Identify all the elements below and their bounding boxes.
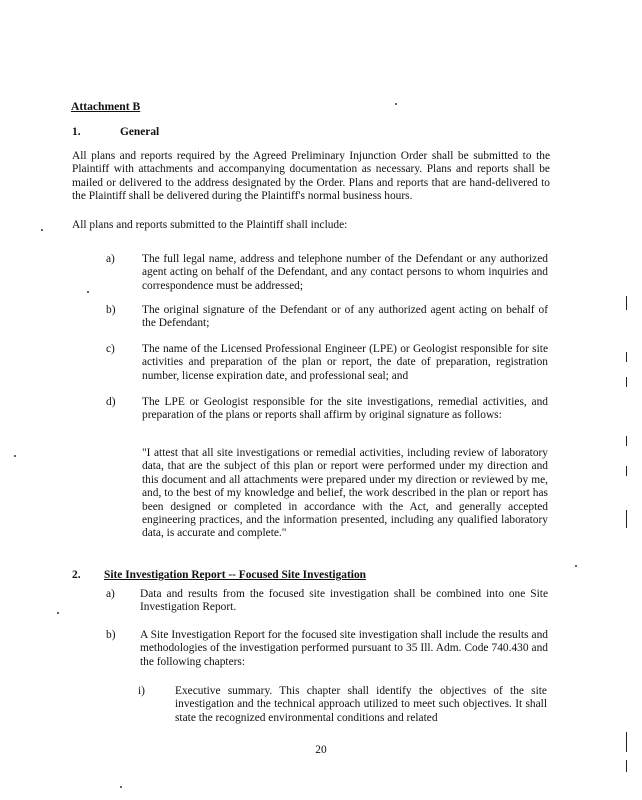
list-label-a: a) <box>106 253 115 265</box>
section-1-paragraph-1: All plans and reports required by the Agreed Preliminary Injunction Order shall be submitted to the Plaintiff with attachments and accompanying documentation as necessary. Plans and reports shall be mailed or delivered to the address designated by the Order. Plans and reports that are hand-delivered to the Plaintiff shall be delivered during the Plaintiff's normal business hours. <box>72 150 550 203</box>
list-item-d: The LPE or Geologist responsible for the site investigations, remedial activities, and preparation of the plans or reports shall affirm by original signature as follows: <box>142 396 548 422</box>
scan-mark <box>626 436 627 446</box>
list-item-c: The name of the Licensed Professional Engineer (LPE) or Geologist responsible for site activities and preparation of the plan or report, the date of preparation, registration number, license expiration date, and professional seal; and <box>142 343 548 382</box>
scan-speck <box>120 786 122 788</box>
scan-mark <box>626 466 627 476</box>
list-label-d: d) <box>106 396 116 408</box>
section-1-number: 1. <box>72 126 81 138</box>
scan-speck <box>87 291 89 293</box>
section-1-title: General <box>120 126 160 138</box>
scan-speck <box>14 455 16 457</box>
scan-speck <box>575 565 577 567</box>
list-item-a: The full legal name, address and telephone number of the Defendant or any authorized agent acting on behalf of the Defendant, and any contact persons to whom inquiries and correspondence must be addressed; <box>142 253 548 292</box>
page-number: 20 <box>315 744 327 756</box>
section-2-label-b: b) <box>106 629 116 641</box>
section-2-title: Site Investigation Report -- Focused Site Investigation <box>104 569 366 581</box>
attestation-quote: "I attest that all site investigations or remedial activities, including review of laboratory data, that are the subject of this plan or report were performed under my direction and this document and all attachments were prepared under my direction or reviewed by me, and, to the best of my knowledge and belief, the work described in the plan or report has been designed or completed in accordance with the Act, and generally accepted engineering practices, and the information presented, including any qualified laboratory data, is accurate and complete." <box>142 447 548 540</box>
scan-mark <box>626 352 627 362</box>
section-2-label-a: a) <box>106 588 115 600</box>
section-2-item-a: Data and results from the focused site investigation shall be combined into one Site Investigation Report. <box>140 588 548 614</box>
list-label-c: c) <box>106 343 115 355</box>
section-2-sublabel-i: i) <box>138 685 145 697</box>
scan-speck <box>41 229 43 231</box>
scan-mark <box>626 510 627 528</box>
list-item-b: The original signature of the Defendant or of any authorized agent acting on behalf of the Defendant; <box>142 304 548 330</box>
section-1-paragraph-2: All plans and reports submitted to the Plaintiff shall include: <box>72 219 348 231</box>
scan-mark <box>626 377 627 387</box>
scan-speck <box>57 612 59 614</box>
scan-speck <box>395 103 397 105</box>
section-2-number: 2. <box>72 569 81 581</box>
scan-mark <box>626 760 627 772</box>
attachment-title: Attachment B <box>71 100 141 113</box>
list-label-b: b) <box>106 304 116 316</box>
section-2-subitem-i: Executive summary. This chapter shall identify the objectives of the site investigation and the technical approach utilized to meet such objectives. It shall state the recognized environmental conditions and related <box>175 685 547 724</box>
scan-mark <box>626 296 627 310</box>
scan-mark <box>626 732 627 752</box>
section-2-item-b: A Site Investigation Report for the focused site investigation shall include the results and methodologies of the investigation performed pursuant to 35 Ill. Adm. Code 740.430 and the following chapters: <box>140 629 548 668</box>
